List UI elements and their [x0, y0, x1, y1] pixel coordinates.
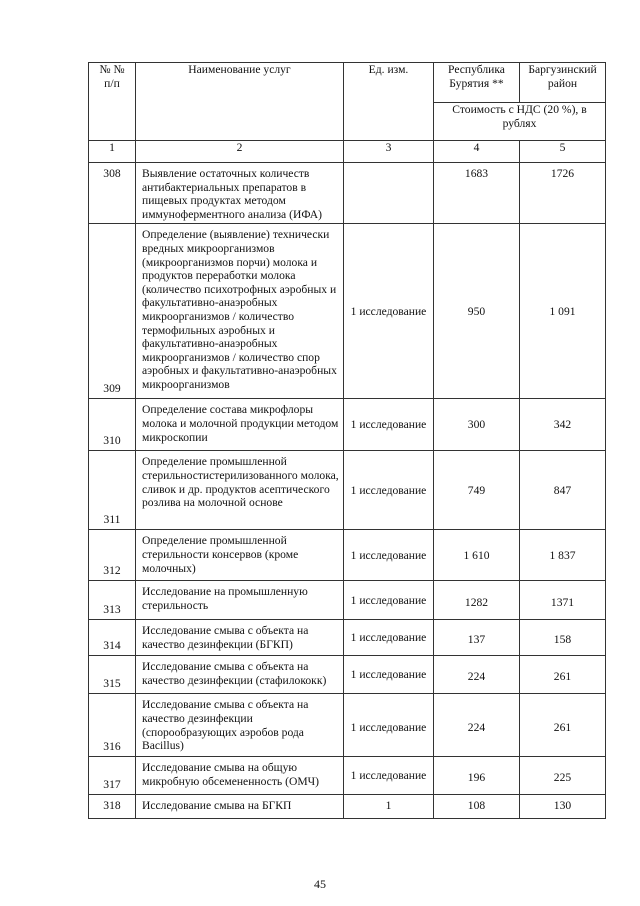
unit-cell: 1 исследование: [344, 530, 434, 581]
price-barguzin: 158: [520, 620, 606, 656]
price-barguzin: 130: [520, 795, 606, 819]
table-row: [89, 224, 606, 399]
price-table: [88, 62, 606, 819]
header-number: № № п/п: [89, 63, 136, 141]
price-barguzin: 1 837: [520, 530, 606, 581]
price-republic: 196: [434, 757, 520, 795]
row-number: 318: [89, 795, 136, 819]
service-name: Исследование смыва на общую микробную обсемененность (ОМЧ): [136, 757, 344, 795]
service-name: Исследование на промышленную стерильность: [136, 581, 344, 620]
price-republic: 300: [434, 399, 520, 451]
table-row: [89, 451, 606, 530]
table-row: [89, 399, 606, 451]
header-republic-buryatia: Республика Бурятия **: [434, 63, 520, 103]
row-number: 316: [89, 694, 136, 757]
column-number: 3: [344, 141, 434, 163]
service-name: Исследование смыва с объекта на качество дезинфекции (БГКП): [136, 620, 344, 656]
header-service-name: Наименование услуг: [136, 63, 344, 141]
header-barguzin-district: Баргузинский район: [520, 63, 606, 103]
unit-cell: 1 исследование: [344, 451, 434, 530]
price-barguzin: 261: [520, 694, 606, 757]
row-number: 311: [89, 451, 136, 530]
service-name: Выявление остаточных количеств антибактериальных препаратов в пищевых продуктах методом иммуноферментного анализа (ИФА): [136, 163, 344, 224]
price-barguzin: 342: [520, 399, 606, 451]
unit-cell: [344, 163, 434, 224]
unit-cell: 1 исследование: [344, 399, 434, 451]
row-number: 308: [89, 163, 136, 224]
column-number: 4: [434, 141, 520, 163]
row-number: 312: [89, 530, 136, 581]
price-barguzin: 1371: [520, 581, 606, 620]
price-barguzin: 1 091: [520, 224, 606, 399]
price-barguzin: 261: [520, 656, 606, 694]
price-republic: 224: [434, 694, 520, 757]
table-row: [89, 694, 606, 757]
unit-cell: 1 исследование: [344, 757, 434, 795]
header-price-note: Стоимость с НДС (20 %), в рублях: [434, 103, 606, 141]
row-number: 313: [89, 581, 136, 620]
service-name: Определение промышленной стерильности консервов (кроме молочных): [136, 530, 344, 581]
unit-cell: 1 исследование: [344, 620, 434, 656]
service-name: Исследование смыва с объекта на качество дезинфекции (стафилококк): [136, 656, 344, 694]
price-republic: 108: [434, 795, 520, 819]
price-republic: 1282: [434, 581, 520, 620]
row-number: 309: [89, 224, 136, 399]
price-republic: 950: [434, 224, 520, 399]
unit-cell: 1 исследование: [344, 224, 434, 399]
row-number: 310: [89, 399, 136, 451]
column-number: 1: [89, 141, 136, 163]
unit-cell: 1 исследование: [344, 694, 434, 757]
table-row: [89, 581, 606, 620]
column-number: 2: [136, 141, 344, 163]
price-barguzin: 847: [520, 451, 606, 530]
table-row: [89, 163, 606, 224]
service-name: Исследование смыва с объекта на качество дезинфекции (спорообразующих аэробов рода Bacillus): [136, 694, 344, 757]
service-name: Определение промышленной стерильностистерилизованного молока, сливок и др. продуктов асептического розлива на молочной основе: [136, 451, 344, 530]
service-name: Определение (выявление) технически вредных микроорганизмов (микроорганизмов порчи) молока и продуктов переработки молока (количество психотрофных аэробных и факультативно-анаэробных микроорганизмов / количество термофильных аэробных и факультативно-анаэробных микроорганизмов / количество спор аэробных и факультативно-анаэробных микроорганизмов: [136, 224, 344, 399]
service-name: Определение состава микрофлоры молока и молочной продукции методом микроскопии: [136, 399, 344, 451]
row-number: 314: [89, 620, 136, 656]
table-row: [89, 530, 606, 581]
table-row: [89, 620, 606, 656]
price-barguzin: 1726: [520, 163, 606, 224]
price-republic: 1 610: [434, 530, 520, 581]
column-number: 5: [520, 141, 606, 163]
table-row: [89, 656, 606, 694]
header-unit: Ед. изм.: [344, 63, 434, 141]
unit-cell: 1 исследование: [344, 656, 434, 694]
unit-cell: 1 исследование: [344, 581, 434, 620]
price-barguzin: 225: [520, 757, 606, 795]
table-row: [89, 795, 606, 819]
price-republic: 749: [434, 451, 520, 530]
price-republic: 1683: [434, 163, 520, 224]
price-republic: 137: [434, 620, 520, 656]
row-number: 317: [89, 757, 136, 795]
page-number: 45: [314, 877, 326, 891]
service-name: Исследование смыва на БГКП: [136, 795, 344, 819]
unit-cell: 1: [344, 795, 434, 819]
table-row: [89, 757, 606, 795]
price-republic: 224: [434, 656, 520, 694]
row-number: 315: [89, 656, 136, 694]
